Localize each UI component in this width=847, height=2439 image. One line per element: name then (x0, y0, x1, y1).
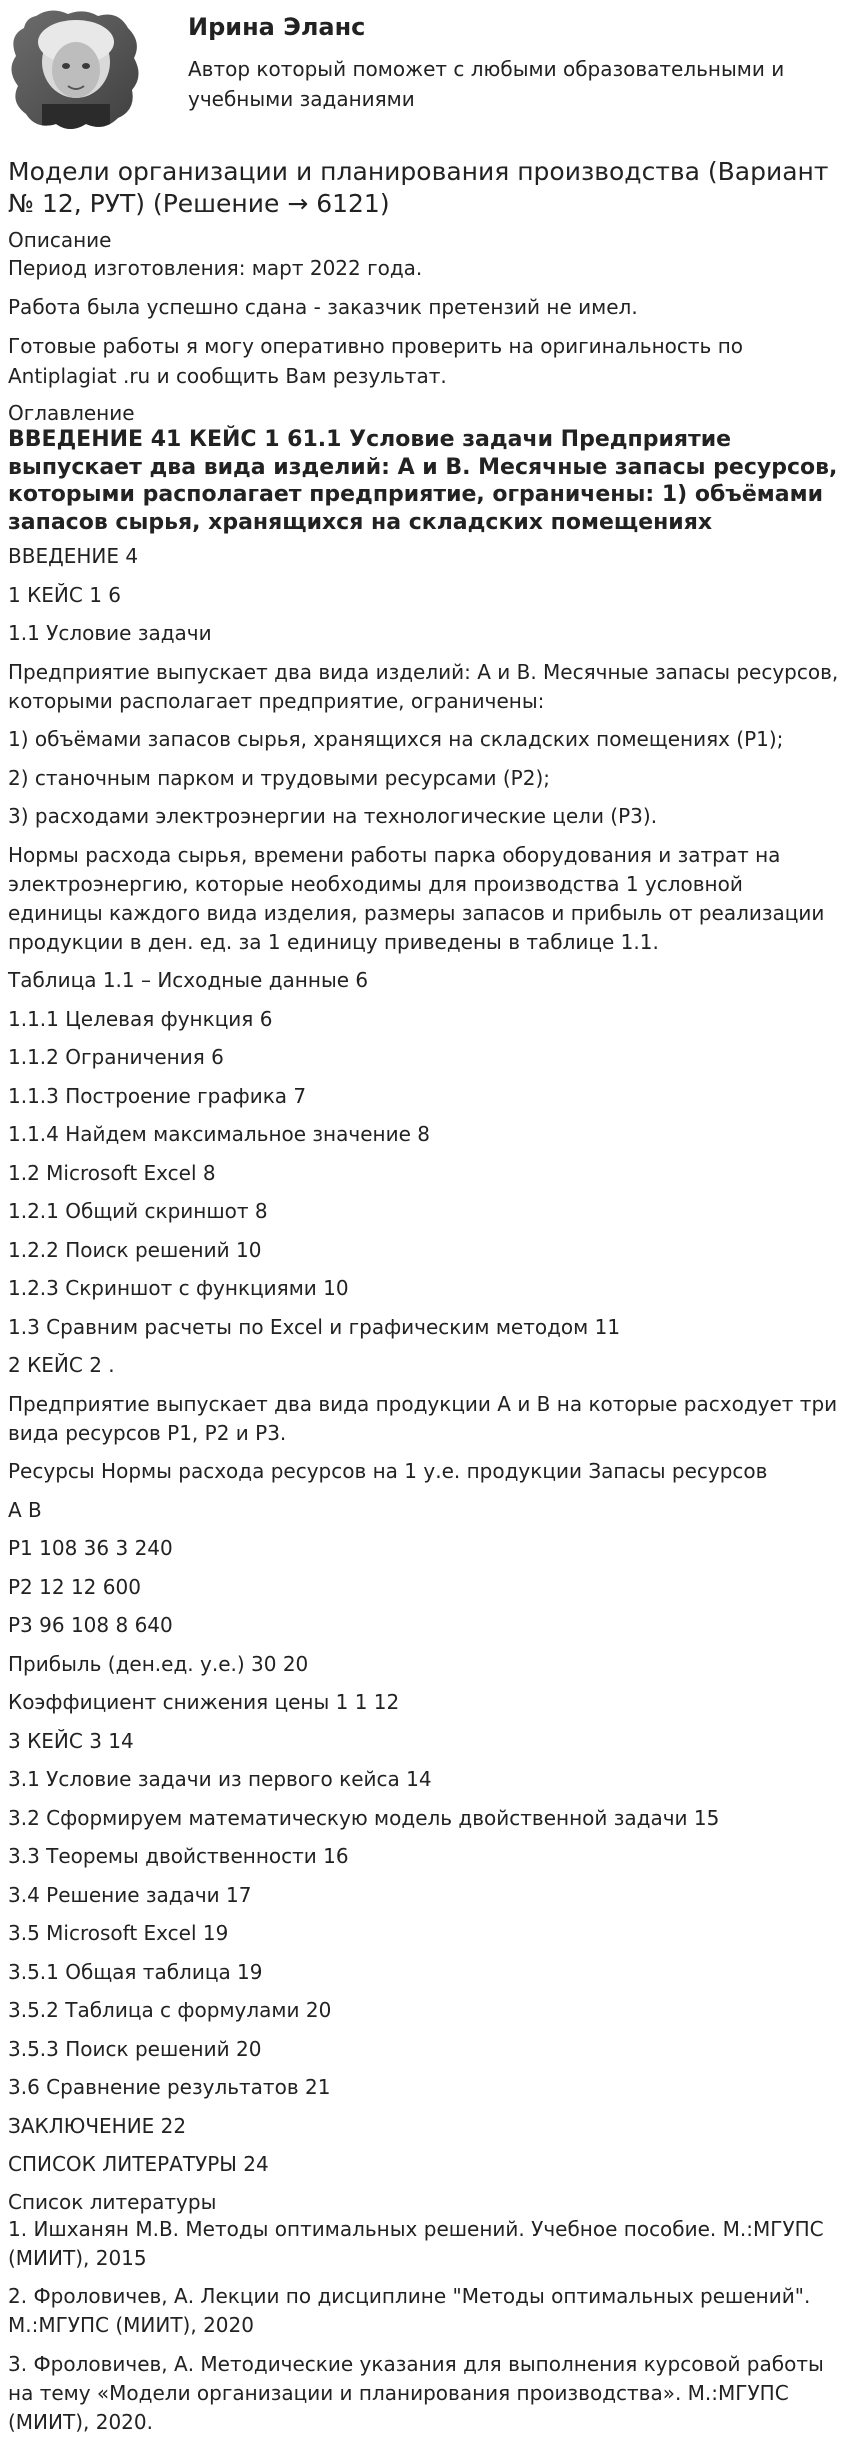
toc-line: 3.1 Условие задачи из первого кейса 14 (8, 1767, 432, 1791)
toc-line: Нормы расхода сырья, времени работы парка оборудования и затрат на электроэнергию, которые необходимы для производства 1 условной единицы каждого вида изделия, размеры запасов и прибыль от реализации продукции в ден. ед. за 1 единицу приведены в таблице 1.1. (8, 842, 825, 954)
toc-line: 2 КЕЙС 2 . (8, 1353, 115, 1377)
toc-line: 3.5 Microsoft Excel 19 (8, 1921, 229, 1945)
toc-line: ЗАКЛЮЧЕНИЕ 22 (8, 2113, 187, 2138)
toc-line: Коэффициент снижения цены 1 1 12 (8, 1690, 400, 1714)
toc-line: Предприятие выпускает два вида продукции А и В на которые расходует три вида ресурсов Р1, Р2 и Р3. (8, 1391, 838, 1445)
toc-list (8, 542, 839, 2179)
toc-line: Предприятие выпускает два вида изделий: А и В. Месячные запасы ресурсов, которыми располагает предприятие, ограничены: (8, 659, 839, 713)
toc-line: Таблица 1.1 – Исходные данные 6 (8, 968, 369, 992)
toc-line: 1.3 Сравним расчеты по Excel и графическим методом 11 (8, 1314, 621, 1339)
toc-line: 1.1.4 Найдем максимальное значение 8 (8, 1122, 430, 1146)
toc-line: 3.4 Решение задачи 17 (8, 1882, 252, 1907)
toc-line: 1.2 Microsoft Excel 8 (8, 1160, 216, 1185)
description-paragraph: Готовые работы я могу оперативно проверить на оригинальность по Antiplagiat .ru и сообщить Вам результат. (8, 334, 743, 388)
toc-line: Ресурсы Нормы расхода ресурсов на 1 у.е. продукции Запасы ресурсов (8, 1459, 768, 1483)
author-name[interactable]: Ирина Эланс (188, 13, 366, 41)
author-photo-icon (6, 6, 146, 134)
toc-line: Р1 108 36 3 240 (8, 1536, 173, 1560)
author-card (8, 0, 839, 146)
literature-item: 2. Фроловичев, А. Лекции по дисциплине "Методы оптимальных решений". М.:МГУПС (МИИТ), 2020 (8, 2284, 811, 2337)
author-info (188, 6, 828, 114)
literature-list (8, 2215, 839, 2437)
description-label: Описание (8, 228, 112, 252)
toc-line: Прибыль (ден.ед. у.е.) 30 20 (8, 1651, 309, 1676)
toc-line: Р2 12 12 600 (8, 1574, 141, 1599)
description-paragraph: Работа была успешно сдана - заказчик претензий не имел. (8, 295, 638, 319)
description-paragraph: Период изготовления: март 2022 года. (8, 256, 423, 280)
toc-line: 1.1.2 Ограничения 6 (8, 1045, 224, 1069)
toc-line: 3.5.2 Таблица с формулами 20 (8, 1998, 332, 2022)
toc-line: 3.6 Сравнение результатов 21 (8, 2075, 331, 2099)
toc-line: 1.2.1 Общий скриншот 8 (8, 1199, 268, 1223)
toc-line: Р3 96 108 8 640 (8, 1613, 173, 1637)
toc-line: 1.1 Условие задачи (8, 621, 212, 645)
toc-line: 3 КЕЙС 3 14 (8, 1728, 134, 1753)
literature-item: 3. Фроловичев, А. Методические указания для выполнения курсовой работы на тему «Модели организации и планирования производства». М.:МГУПС (МИИТ), 2020. (8, 2351, 824, 2434)
toc-line: 3.2 Сформируем математическую модель двойственной задачи 15 (8, 1805, 720, 1830)
toc-label: Оглавление (8, 401, 135, 425)
toc-line: 3.5.3 Поиск решений 20 (8, 2036, 262, 2061)
literature-item: 1. Ишханян М.В. Методы оптимальных решений. Учебное пособие. М.:МГУПС (МИИТ), 2015 (8, 2216, 824, 2270)
toc-line: ВВЕДЕНИЕ 4 (8, 544, 139, 568)
avatar[interactable] (6, 6, 146, 134)
toc-line: 1 КЕЙС 1 6 (8, 582, 122, 607)
toc-line: 1.2.2 Поиск решений 10 (8, 1237, 262, 1262)
toc-heading: ВВЕДЕНИЕ 41 КЕЙС 1 61.1 Условие задачи Предприятие выпускает два вида изделий: А и В. Месячные запасы ресурсов, которыми располагает предприятие, ограничены: 1) объёмами запасов сырья, хранящихся на складских помещениях (8, 427, 838, 535)
toc-line: 3.3 Теоремы двойственности 16 (8, 1844, 349, 1868)
description-section (8, 253, 839, 391)
toc-line: 1.1.3 Построение графика 7 (8, 1083, 307, 1108)
toc-line: 3) расходами электроэнергии на технологические цели (Р3). (8, 804, 658, 828)
toc-line: 1) объёмами запасов сырья, хранящихся на складских помещениях (Р1); (8, 727, 784, 751)
toc-line: 3.5.1 Общая таблица 19 (8, 1959, 263, 1984)
toc-line: 1.1.1 Целевая функция 6 (8, 1006, 273, 1031)
toc-line: 2) станочным парком и трудовыми ресурсами (Р2); (8, 765, 550, 790)
literature-label: Список литературы (8, 2189, 217, 2214)
document-title: Модели организации и планирования производства (Вариант № 12, РУТ) (Решение → 6121) (8, 157, 829, 218)
toc-line: А В (8, 1497, 42, 1522)
toc-line: 1.2.3 Скриншот с функциями 10 (8, 1276, 349, 1300)
author-description: Автор который поможет с любыми образовательными и учебными заданиями (188, 57, 785, 111)
toc-line: СПИСОК ЛИТЕРАТУРЫ 24 (8, 2152, 269, 2176)
